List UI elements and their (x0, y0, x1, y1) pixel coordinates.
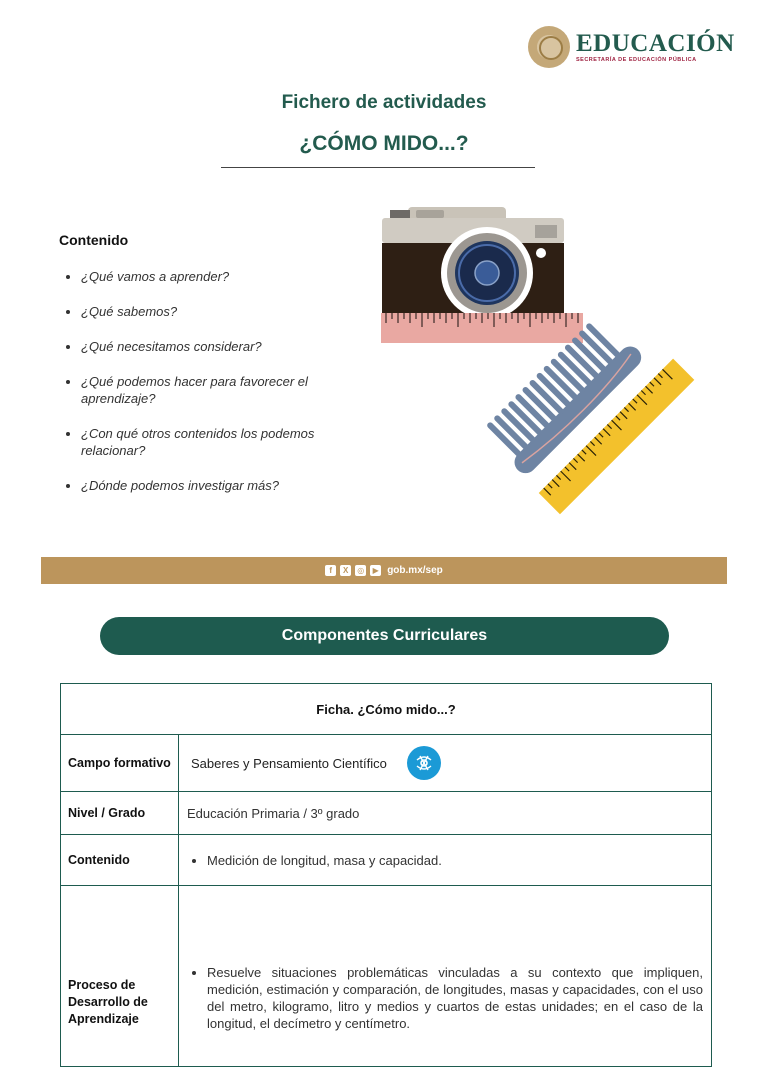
curricular-table (60, 683, 712, 1067)
list-item: • ¿Con qué otros contenidos los podemos relacionar? (81, 425, 371, 459)
row-value: • Medición de longitud, masa y capacidad. (207, 853, 711, 868)
footer-bar (41, 557, 727, 584)
table-row (61, 886, 712, 1067)
pink-ruler-icon (381, 313, 583, 343)
logo-title: EDUCACIÓN (576, 30, 735, 57)
science-icon (407, 746, 441, 780)
list-item: • ¿Qué sabemos? (81, 303, 371, 320)
row-label: Nivel / Grado (61, 792, 179, 835)
page-subtitle: ¿CÓMO MIDO...? (299, 132, 469, 155)
list-item: • ¿Qué podemos hacer para favorecer el aprendizaje? (81, 373, 371, 407)
social-icons (325, 565, 381, 576)
row-value: Educación Primaria / 3º grado (179, 792, 712, 835)
table-row (61, 792, 712, 835)
row-label: Contenido (61, 835, 179, 886)
page-title: Fichero de actividades (281, 92, 487, 113)
list-item: • ¿Qué vamos a aprender? (81, 268, 371, 285)
facebook-icon[interactable]: f (325, 565, 336, 576)
row-value: • Resuelve situaciones problemáticas vinculadas a su contexto que impliquen, medición, estimación y comparación, de longitudes, masas y capacidades, con el uso del metro, kilogramo, litro y medios y cuartos de estas unidades; en el caso de la longitud, el decímetro y centímetro. (207, 964, 703, 1032)
row-value: Saberes y Pensamiento Científico (191, 755, 387, 771)
footer-link[interactable]: gob.mx/sep (387, 565, 443, 576)
row-value-cell (179, 835, 712, 886)
row-label-cell (61, 886, 179, 1067)
row-label: Proceso de Desarrollo de Aprendizaje (68, 977, 148, 1026)
mexico-seal-icon (528, 26, 570, 68)
sep-logo (528, 26, 735, 68)
list-item: • ¿Dónde podemos investigar más? (81, 477, 371, 494)
youtube-icon[interactable]: ▶ (370, 565, 381, 576)
row-label: Campo formativo (61, 735, 179, 792)
table-header: Ficha. ¿Cómo mido...? (61, 684, 712, 735)
list-item: • ¿Qué necesitamos considerar? (81, 338, 371, 355)
x-icon[interactable]: X (340, 565, 351, 576)
row-value-cell (179, 886, 712, 1067)
table-header-row (61, 684, 712, 735)
logo-subtitle: SECRETARÍA DE EDUCACIÓN PÚBLICA (576, 57, 697, 63)
section-title: Componentes Curriculares (100, 617, 669, 655)
measuring-tools-illustration (378, 200, 698, 530)
table-row (61, 835, 712, 886)
camera-icon (382, 207, 564, 319)
row-value-cell (179, 735, 712, 792)
title-divider (221, 167, 535, 168)
instagram-icon[interactable]: ◎ (355, 565, 366, 576)
question-list (62, 268, 371, 512)
contenido-heading: Contenido (59, 232, 129, 248)
table-row (61, 735, 712, 792)
